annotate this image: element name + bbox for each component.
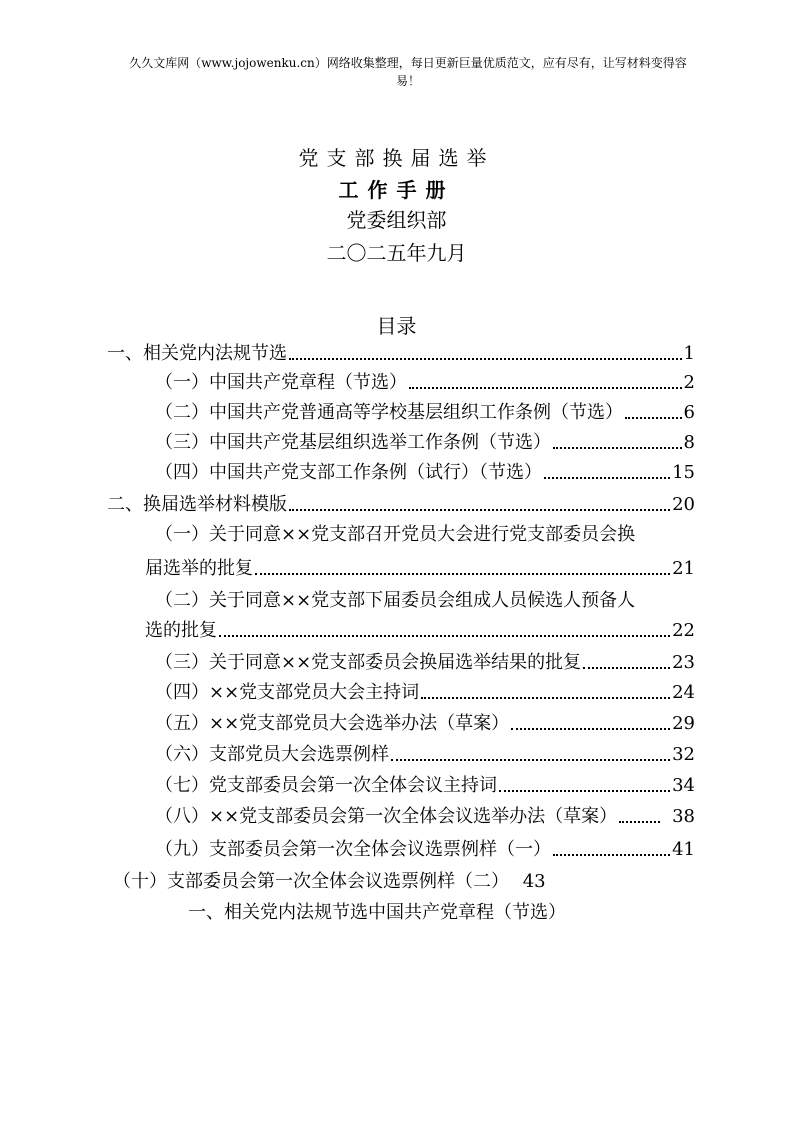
toc-leader-dots <box>511 728 670 730</box>
toc-entry-page: 1 <box>683 343 695 364</box>
toc-entry[interactable] <box>145 618 695 644</box>
toc-entry-page: 32 <box>672 744 695 765</box>
toc-entry-text-continued: 届选举的批复 <box>145 558 253 579</box>
toc-leader-dots <box>619 821 660 823</box>
toc-entry[interactable] <box>107 341 695 367</box>
toc-entry[interactable] <box>155 711 695 737</box>
toc-heading: 目录 <box>376 314 417 338</box>
toc-entry-text: （四）中国共产党支部工作条例（试行）（节选） <box>155 462 542 483</box>
toc-entry-text: （九）支部委员会第一次全体会议选票例样（一） <box>155 839 551 860</box>
toc-leader-dots <box>255 573 670 575</box>
toc-entry-text: （二）中国共产党普通高等学校基层组织工作条例（节选） <box>155 402 623 423</box>
toc-entry-text: （七）党支部委员会第一次全体会议主持词 <box>155 775 497 796</box>
toc-entry-text-continued: 选的批复 <box>145 620 217 641</box>
section-heading: 一、相关党内法规节选中国共产党章程（节选） <box>188 902 566 923</box>
toc-entry-text: （五）××党支部党员大会选举办法（草案） <box>155 713 510 734</box>
toc-entry-text: （四）××党支部党员大会主持词 <box>155 682 420 703</box>
toc-leader-dots <box>421 697 670 699</box>
cover-title-line2: 工作手册 <box>338 178 455 202</box>
toc-entry[interactable] <box>155 400 695 426</box>
toc-entry-page: 34 <box>672 775 695 796</box>
toc-entry[interactable] <box>155 804 695 830</box>
toc-leader-dots <box>625 417 682 419</box>
toc-entry[interactable] <box>155 773 695 799</box>
toc-entry-page: 41 <box>672 839 695 860</box>
toc-entry-page: 15 <box>672 462 695 483</box>
toc-leader-dots <box>553 854 670 856</box>
toc-entry-page: 29 <box>672 713 695 734</box>
toc-entry-text: （八）××党支部委员会第一次全体会议选举办法（草案） <box>155 806 618 827</box>
toc-leader-dots <box>289 509 670 511</box>
toc-entry-text: （十）支部委员会第一次全体会议选票例样（二） <box>113 871 509 892</box>
toc-leader-dots <box>553 447 682 449</box>
toc-entry-page: 22 <box>672 620 695 641</box>
toc-entry-page: 6 <box>683 402 695 423</box>
toc-entry[interactable] <box>113 869 546 895</box>
toc-entry[interactable] <box>155 370 695 396</box>
cover-department: 党委组织部 <box>346 208 447 232</box>
toc-entry[interactable] <box>155 430 695 456</box>
toc-entry[interactable] <box>107 492 695 518</box>
toc-entry[interactable] <box>155 680 695 706</box>
toc-entry-text: （三）中国共产党基层组织选举工作条例（节选） <box>155 432 551 453</box>
toc-entry[interactable] <box>145 556 695 582</box>
toc-leader-dots <box>499 790 670 792</box>
toc-leader-dots <box>219 635 670 637</box>
toc-entry-text: （三）关于同意××党支部委员会换届选举结果的批复 <box>155 652 582 673</box>
toc-entry-text[interactable]: （二）关于同意××党支部下届委员会组成人员候选人预备人 <box>155 590 636 611</box>
toc-entry-page: 43 <box>522 871 546 892</box>
toc-entry-page: 20 <box>672 494 695 515</box>
toc-entry-page: 21 <box>672 558 695 579</box>
toc-entry-page: 24 <box>672 682 695 703</box>
toc-leader-dots <box>391 759 670 761</box>
toc-entry-page: 2 <box>683 372 695 393</box>
toc-entry-page: 8 <box>683 432 695 453</box>
toc-entry-page: 23 <box>672 652 695 673</box>
toc-entry-text: （一）中国共产党章程（节选） <box>155 372 407 393</box>
toc-entry-text: 一、相关党内法规节选 <box>107 343 287 364</box>
header-notice: 久久文库网（www.jojowenku.cn）网络收集整理，每日更新巨量优质范文，应有尽有，让写材料变得容易！ <box>129 56 687 88</box>
toc-entry-text[interactable]: （一）关于同意××党支部召开党员大会进行党支部委员会换 <box>155 524 636 545</box>
toc-entry-text: （六）支部党员大会选票例样 <box>155 744 389 765</box>
cover-date: 二〇二五年九月 <box>326 241 467 265</box>
toc-entry-text: 二、换届选举材料模版 <box>107 494 287 515</box>
toc-leader-dots <box>583 667 670 669</box>
toc-leader-dots <box>544 477 670 479</box>
toc-entry[interactable] <box>155 650 695 676</box>
toc-entry-page: 38 <box>672 806 695 827</box>
toc-entry[interactable] <box>155 742 695 768</box>
toc-leader-dots <box>409 387 682 389</box>
toc-entry[interactable] <box>155 460 695 486</box>
cover-title-line1: 党支部换届选举 <box>298 146 495 170</box>
toc-leader-dots <box>289 358 682 360</box>
toc-entry[interactable] <box>155 837 695 863</box>
